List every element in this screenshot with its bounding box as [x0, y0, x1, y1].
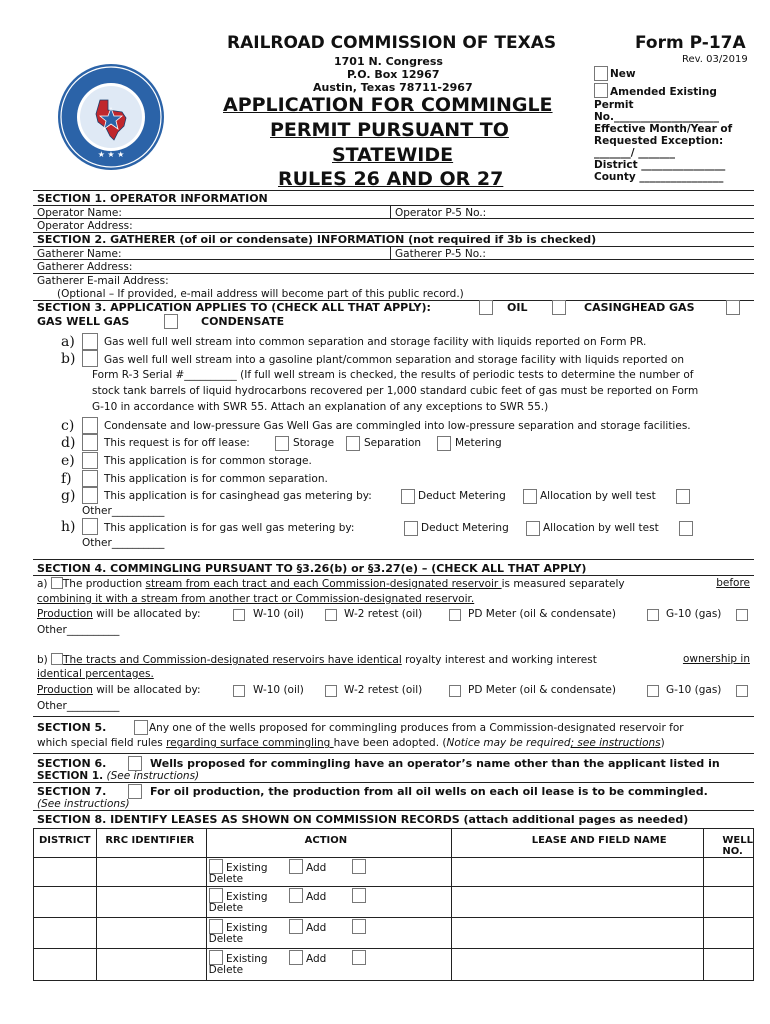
section-7-text: For oil production, the production from all oil wells on each oil lease is to be commingled.: [150, 785, 708, 798]
gatherer-address-field[interactable]: Gatherer Address:: [37, 261, 133, 273]
operator-address-field[interactable]: Operator Address:: [37, 220, 133, 232]
delete-checkbox[interactable]: [352, 950, 366, 965]
rrc-cell[interactable]: [97, 918, 206, 949]
existing-checkbox[interactable]: [209, 919, 223, 934]
gas-well-checkbox[interactable]: [164, 314, 178, 329]
col-well-no: WELL NO.: [704, 829, 754, 858]
delete-checkbox[interactable]: [352, 919, 366, 934]
item-a-checkbox[interactable]: [82, 333, 98, 350]
section-6-checkbox[interactable]: [128, 756, 142, 771]
action-cell: Existing Add Delete: [206, 918, 451, 949]
effective-label-2: Requested Exception:: [594, 135, 724, 147]
lease-cell[interactable]: [451, 949, 704, 981]
condensate-label: CONDENSATE: [201, 315, 285, 328]
s4-b-pd-checkbox[interactable]: [449, 685, 461, 697]
lease-cell[interactable]: [451, 887, 704, 918]
table-row: [34, 918, 754, 949]
separation-label: Separation: [364, 437, 422, 449]
storage-label: Storage: [293, 437, 335, 449]
item-b-letter: b): [61, 351, 76, 367]
h-alloc-checkbox-2[interactable]: [679, 521, 693, 536]
section-6-text-2: SECTION 1. (See instructions): [37, 770, 200, 782]
h-other-field[interactable]: Other__________: [82, 537, 165, 549]
item-f-letter: f): [61, 471, 72, 487]
section-7-checkbox[interactable]: [128, 784, 142, 799]
delete-checkbox[interactable]: [352, 859, 366, 874]
casinghead-label: CASINGHEAD GAS: [584, 301, 695, 314]
s4-a-line-1: a) The production stream from each tract and each Commission-designated reservoir is measured separately before: [37, 577, 750, 590]
section-7-note: (See instructions): [37, 798, 130, 810]
col-action: ACTION: [206, 829, 451, 858]
item-g-letter: g): [61, 488, 76, 504]
agency-name: RAILROAD COMMISSION OF TEXAS: [227, 33, 557, 53]
lease-cell[interactable]: [451, 858, 704, 887]
s4-b-alloc-line: Production will be allocated by: W-10 (oil) W-2 retest (oil) PD Meter (oil & condensate) G-10 (gas): [37, 684, 752, 696]
item-a-letter: a): [61, 334, 75, 350]
casinghead-checkbox-2[interactable]: [726, 300, 740, 315]
item-b-text-4: G-10 in accordance with SWR 55. Attach an explanation of any exceptions to SWR 55.): [92, 401, 549, 413]
gas-well-label: GAS WELL GAS: [37, 315, 130, 328]
county-field[interactable]: County ________________: [594, 171, 724, 183]
g-alloc-checkbox[interactable]: [523, 489, 537, 504]
item-d-text: This request is for off lease:: [104, 437, 250, 449]
item-a-text: Gas well full well stream into common separation and storage facility with liquids reported on Form PR.: [104, 336, 647, 348]
s4-b-g10-checkbox-2[interactable]: [736, 685, 748, 697]
g-alloc-checkbox-2[interactable]: [676, 489, 690, 504]
rrc-cell[interactable]: [97, 858, 206, 887]
s4-a-w10-checkbox[interactable]: [233, 609, 245, 621]
oil-label: OIL: [507, 301, 528, 314]
item-d-checkbox[interactable]: [82, 434, 98, 451]
item-e-letter: e): [61, 453, 75, 469]
item-b-checkbox[interactable]: [82, 350, 98, 367]
effective-label-1: Effective Month/Year of: [594, 123, 733, 135]
section-5-checkbox[interactable]: [134, 720, 148, 735]
add-checkbox[interactable]: [289, 950, 303, 965]
g-other-field[interactable]: Other__________: [82, 505, 165, 517]
add-checkbox[interactable]: [289, 859, 303, 874]
action-cell: Existing Add Delete: [206, 887, 451, 918]
item-d-letter: d): [61, 435, 76, 451]
s4-b-other-field[interactable]: Other__________: [37, 700, 120, 712]
form-revision: Rev. 03/2019: [682, 54, 748, 65]
h-alloc-label: Allocation by well test: [543, 522, 659, 534]
form-title-line-3: STATEWIDE: [332, 144, 454, 166]
s4-a-alloc-line: Production will be allocated by: W-10 (oil) W-2 retest (oil) PD Meter (oil & condensate) G-10 (gas): [37, 608, 752, 620]
item-b-text-3: stock tank barrels of liquid hydrocarbons recovered per 1,000 standard cubic feet of gas must be reported on Form: [92, 385, 699, 397]
form-title-line-4: RULES 26 AND OR 27: [278, 168, 504, 190]
section-6-title: SECTION 6.: [37, 757, 107, 770]
action-cell: Existing Add Delete: [206, 949, 451, 981]
item-b-text-1: Gas well full well stream into a gasoline plant/common separation and storage facility with liquids reported on: [104, 354, 685, 366]
existing-checkbox[interactable]: [209, 950, 223, 965]
s4-a-other-field[interactable]: Other__________: [37, 624, 120, 636]
item-e-checkbox[interactable]: [82, 452, 98, 469]
svg-text:★ ★ ★: ★ ★ ★: [97, 150, 125, 159]
section-1-title: SECTION 1. OPERATOR INFORMATION: [37, 192, 268, 205]
section-5-text-2: which special field rules regarding surface commingling have been adopted. (Notice may be required; see instructions): [37, 737, 665, 749]
address-line-1: 1701 N. Congress: [334, 55, 443, 68]
leases-table: [33, 828, 754, 981]
item-h-checkbox[interactable]: [82, 518, 98, 535]
existing-checkbox[interactable]: [209, 859, 223, 874]
district-cell[interactable]: [34, 858, 97, 887]
separation-checkbox[interactable]: [346, 436, 360, 451]
lease-cell[interactable]: [451, 918, 704, 949]
h-deduct-label: Deduct Metering: [421, 522, 509, 534]
casinghead-checkbox[interactable]: [552, 300, 566, 315]
rrc-cell[interactable]: [97, 949, 206, 981]
address-line-3: Austin, Texas 78711-2967: [313, 81, 473, 94]
operator-name-field[interactable]: Operator Name:: [37, 207, 122, 219]
s4-a-checkbox[interactable]: [51, 577, 63, 589]
item-h-letter: h): [61, 519, 76, 535]
section-7-title: SECTION 7.: [37, 785, 107, 798]
col-district: DISTRICT: [34, 829, 97, 858]
section-4-title: SECTION 4. COMMINGLING PURSUANT TO §3.26(b) or §3.27(e) – (CHECK ALL THAT APPLY): [37, 562, 587, 575]
well-cell[interactable]: [704, 858, 754, 887]
g-deduct-checkbox[interactable]: [401, 489, 415, 504]
operator-p5-field[interactable]: Operator P-5 No.:: [395, 207, 487, 219]
new-checkbox[interactable]: [594, 66, 608, 81]
s4-a-line-2: combining it with a stream from another tract or Commission-designated reservoir.: [37, 593, 475, 605]
permit-no-field[interactable]: No.____________________: [594, 111, 719, 123]
item-b-text-2: Form R-3 Serial #__________ (If full well stream is checked, the results of periodic tests to determine the number of: [92, 369, 694, 381]
item-h-text: This application is for gas well gas metering by:: [104, 522, 355, 534]
delete-checkbox[interactable]: [352, 888, 366, 903]
gatherer-email-field[interactable]: Gatherer E-mail Address:: [37, 275, 169, 287]
section-6-text: Wells proposed for commingling have an operator’s name other than the applicant listed in: [150, 757, 720, 770]
storage-checkbox[interactable]: [275, 436, 289, 451]
table-row: [34, 887, 754, 918]
amended-checkbox[interactable]: [594, 83, 608, 98]
g-deduct-label: Deduct Metering: [418, 490, 506, 502]
item-f-text: This application is for common separation.: [104, 473, 328, 485]
h-alloc-checkbox[interactable]: [526, 521, 540, 536]
item-c-letter: c): [61, 418, 75, 434]
metering-checkbox[interactable]: [437, 436, 451, 451]
s4-b-g10-checkbox[interactable]: [647, 685, 659, 697]
metering-label: Metering: [455, 437, 502, 449]
g-alloc-label: Allocation by well test: [540, 490, 656, 502]
gatherer-p5-field[interactable]: Gatherer P-5 No.:: [395, 248, 486, 260]
permit-label: Permit: [594, 99, 634, 111]
add-checkbox[interactable]: [289, 888, 303, 903]
item-g-checkbox[interactable]: [82, 487, 98, 504]
form-title-line-2: PERMIT PURSUANT TO: [270, 119, 509, 141]
action-cell: Existing Add Delete: [206, 858, 451, 887]
oil-checkbox[interactable]: [479, 300, 493, 315]
col-rrc-identifier: RRC IDENTIFIER: [97, 829, 206, 858]
well-cell[interactable]: [704, 918, 754, 949]
s4-b-w2-checkbox[interactable]: [325, 685, 337, 697]
existing-checkbox[interactable]: [209, 888, 223, 903]
item-e-text: This application is for common storage.: [104, 455, 312, 467]
s4-a-w2-checkbox[interactable]: [325, 609, 337, 621]
form-title-line-1: APPLICATION FOR COMMINGLE: [223, 94, 553, 116]
h-deduct-checkbox[interactable]: [404, 521, 418, 536]
s4-b-line-1: b) The tracts and Commission-designated reservoirs have identical royalty interest and working interest ownership in: [37, 653, 750, 666]
add-checkbox[interactable]: [289, 919, 303, 934]
section-3-title: SECTION 3. APPLICATION APPLIES TO (CHECK ALL THAT APPLY):: [37, 301, 431, 314]
gatherer-name-field[interactable]: Gatherer Name:: [37, 248, 122, 260]
district-cell[interactable]: [34, 918, 97, 949]
section-5-text-1: Any one of the wells proposed for commingling produces from a Commission-designated reservoir for: [149, 722, 684, 734]
item-c-checkbox[interactable]: [82, 417, 98, 434]
form-id: Form P-17A: [635, 33, 746, 53]
address-line-2: P.O. Box 12967: [347, 68, 440, 81]
table-row: [34, 949, 754, 981]
table-row: [34, 858, 754, 887]
new-label: New: [610, 68, 636, 80]
well-cell[interactable]: [704, 887, 754, 918]
s4-b-line-2: identical percentages.: [37, 668, 154, 680]
item-g-text: This application is for casinghead gas metering by:: [104, 490, 372, 502]
rrc-cell[interactable]: [97, 887, 206, 918]
section-5-title: SECTION 5.: [37, 721, 107, 734]
s4-a-g10-checkbox[interactable]: [647, 609, 659, 621]
district-cell[interactable]: [34, 887, 97, 918]
section-8-title: SECTION 8. IDENTIFY LEASES AS SHOWN ON COMMISSION RECORDS (attach additional pages as needed): [37, 813, 689, 826]
s4-a-g10-checkbox-2[interactable]: [736, 609, 748, 621]
well-cell[interactable]: [704, 949, 754, 981]
section-2-title: SECTION 2. GATHERER (of oil or condensate) INFORMATION (not required if 3b is checked): [37, 233, 597, 246]
district-field[interactable]: District ________________: [594, 159, 726, 171]
item-c-text: Condensate and low-pressure Gas Well Gas are commingled into low-pressure separation and storage facilities.: [104, 420, 691, 432]
gatherer-email-note: (Optional – If provided, e-mail address will become part of this public record.): [57, 288, 464, 300]
s4-a-pd-checkbox[interactable]: [449, 609, 461, 621]
col-lease-field-name: LEASE AND FIELD NAME: [451, 829, 704, 858]
s4-b-w10-checkbox[interactable]: [233, 685, 245, 697]
commission-seal-logo: [56, 62, 166, 172]
amended-label: Amended Existing: [610, 86, 717, 98]
item-f-checkbox[interactable]: [82, 470, 98, 487]
s4-b-checkbox[interactable]: [51, 653, 63, 665]
district-cell[interactable]: [34, 949, 97, 981]
effective-date-field[interactable]: _______/ _______: [594, 147, 675, 159]
